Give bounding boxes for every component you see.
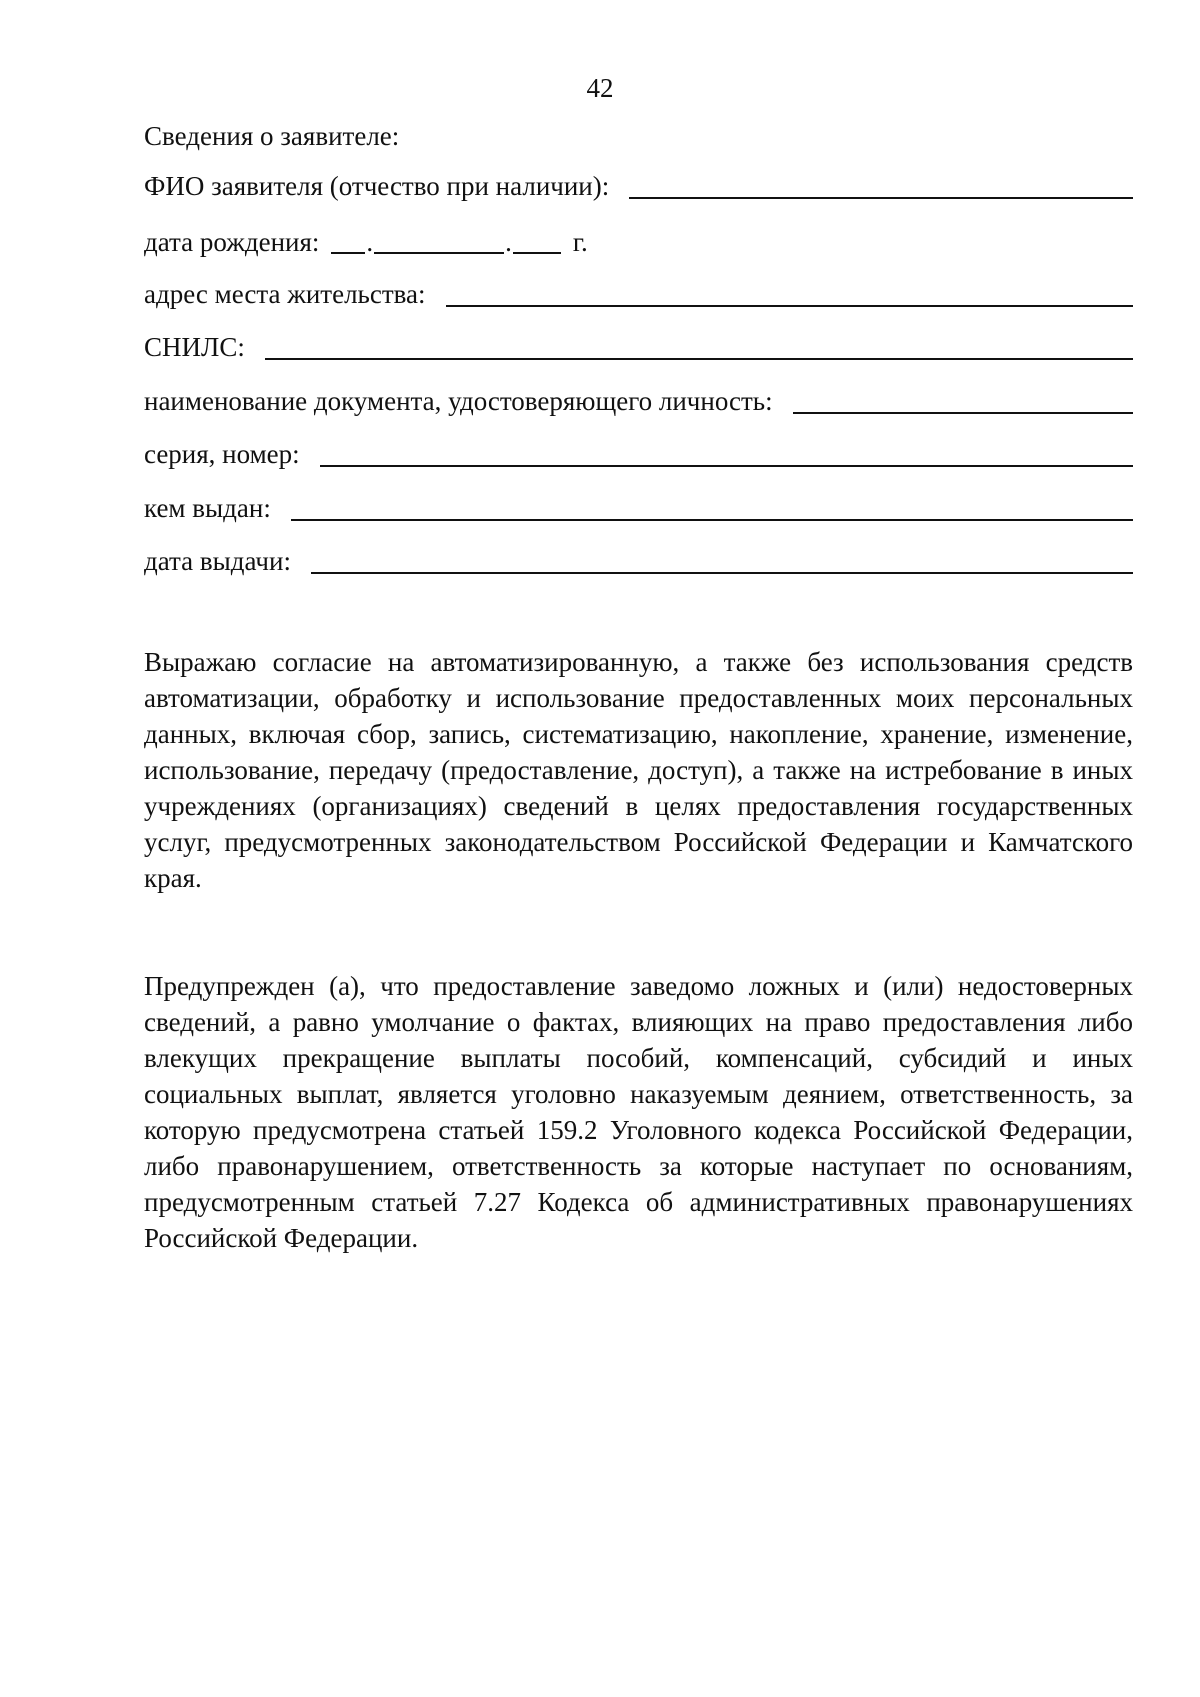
birth-month-blank[interactable]: [374, 230, 504, 254]
birth-date-separator: .: [366, 227, 374, 257]
issue-date-label: дата выдачи:: [144, 546, 291, 576]
full-name-label: ФИО заявителя (отчество при наличии):: [144, 171, 610, 201]
issued-by-label: кем выдан:: [144, 493, 271, 523]
series-number-input-line[interactable]: [320, 441, 1133, 467]
birth-date-separator: .: [505, 227, 512, 257]
full-name-input-line[interactable]: [629, 173, 1133, 199]
field-row-snils: [144, 329, 1133, 363]
birth-year-blank[interactable]: [513, 230, 561, 254]
birth-date-label: дата рождения:: [144, 227, 320, 257]
field-row-issued-by: [144, 490, 1133, 524]
series-number-label: серия, номер:: [144, 439, 300, 469]
applicant-section-heading: Сведения о заявителе:: [144, 121, 400, 151]
birth-day-blank[interactable]: [331, 230, 365, 254]
snils-label: СНИЛС:: [144, 332, 245, 362]
field-row-full-name: [144, 168, 1133, 202]
consent-paragraph: Выражаю согласие на автоматизированную, а также без использования средств автоматизации, обработку и использование предоставленных моих персональных данных, включая сбор, запись, систематизацию, накопление, хранение, изменение, использование, передачу (предоставление, доступ), а также на истребование в иных учреждениях (организациях) сведений в целях предоставления государственных услуг, предусмотренных законодательством Российской Федерации и Камчатского края.: [144, 647, 1133, 893]
issued-by-input-line[interactable]: [291, 495, 1133, 521]
warning-paragraph: Предупрежден (а), что предоставление заведомо ложных и (или) недостоверных сведений, а равно умолчание о фактах, влияющих на право предоставления либо влекущих прекращение выплаты пособий, компенсаций, субсидий и иных социальных выплат, является уголовно наказуемым деянием, ответственность, за которую предусмотрена статьей 159.2 Уголовного кодекса Российской Федерации, либо правонарушением, ответственность за которые наступает по основаниям, предусмотренным статьей 7.27 Кодекса об административных правонарушениях Российской Федерации.: [144, 971, 1133, 1253]
birth-year-suffix: г.: [572, 227, 588, 257]
field-row-issue-date: [144, 543, 1133, 577]
field-row-series-number: [144, 436, 1133, 470]
address-label: адрес места жительства:: [144, 279, 426, 309]
page-number: 42: [586, 73, 614, 103]
id-document-label: наименование документа, удостоверяющего личность:: [144, 386, 773, 416]
field-row-id-document: [144, 383, 1133, 417]
address-input-line[interactable]: [446, 281, 1133, 307]
field-row-address: [144, 276, 1133, 310]
field-row-birth-date: [144, 224, 588, 258]
snils-input-line[interactable]: [265, 334, 1133, 360]
id-document-input-line[interactable]: [793, 388, 1133, 414]
issue-date-input-line[interactable]: [311, 548, 1133, 574]
